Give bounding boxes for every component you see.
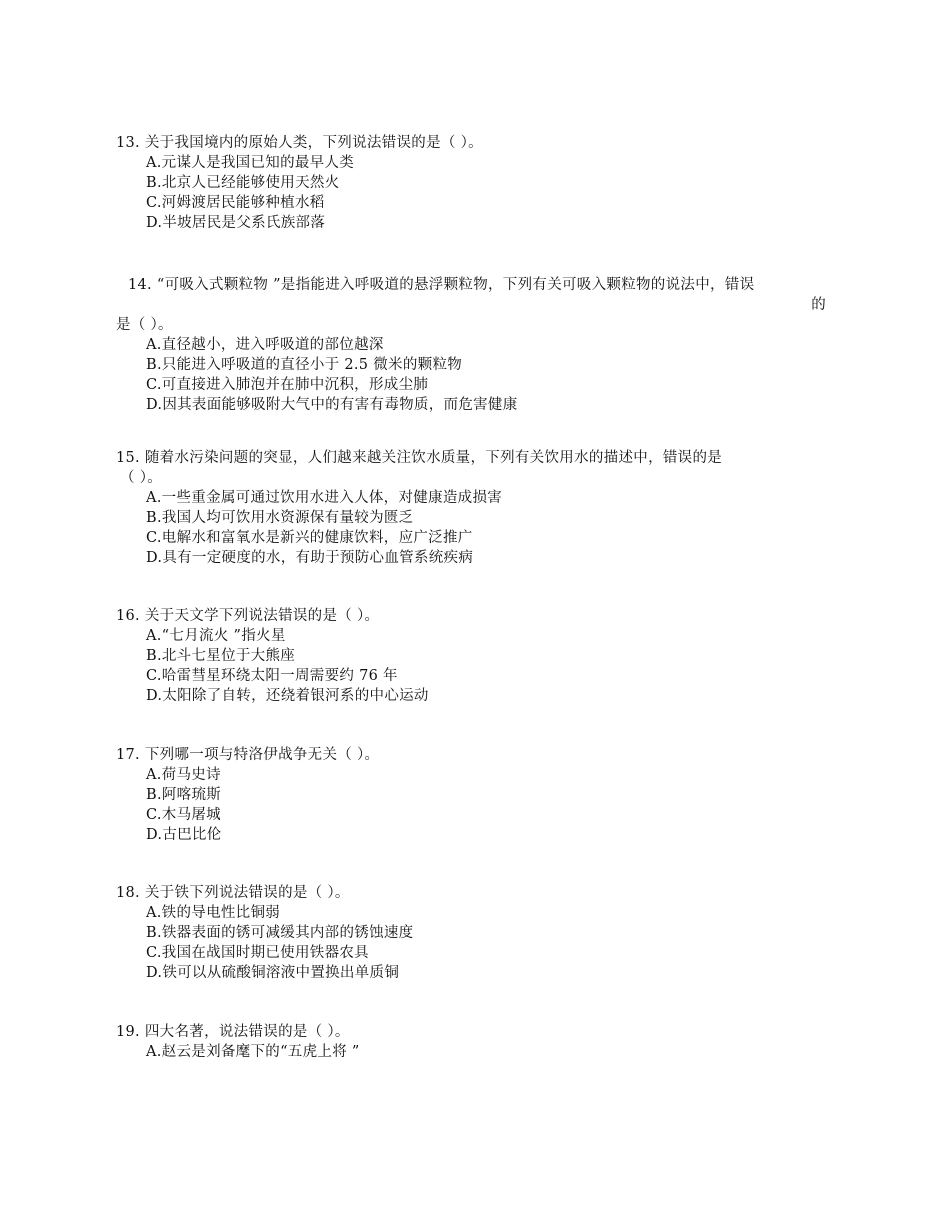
question-stem-continuation: （ ）。	[120, 470, 163, 486]
question-stem: 19. 四大名著，说法错误的是（ ）。	[116, 1024, 350, 1040]
question-stem: 18. 关于铁下列说法错误的是（ ）。	[116, 885, 350, 901]
option-a: A.“七月流火 ”指火星	[146, 628, 286, 644]
option-c: C.可直接进入肺泡并在肺中沉积，形成尘肺	[146, 377, 429, 393]
question-18	[116, 883, 836, 983]
question-stem-continuation: 是（ ）。	[116, 317, 173, 333]
question-13	[116, 133, 836, 233]
question-stem: 15. 随着水污染问题的突显，人们越来越关注饮水质量，下列有关饮用水的描述中，错误的是	[116, 450, 723, 466]
option-b: B.阿喀琉斯	[146, 787, 222, 803]
option-c: C.木马屠城	[146, 807, 221, 823]
question-19	[116, 1022, 836, 1062]
option-a: A.赵云是刘备麾下的“五虎上将 ”	[146, 1044, 360, 1060]
option-a: A.荷马史诗	[146, 767, 221, 783]
option-b: B.我国人均可饮用水资源保有量较为匮乏	[146, 510, 414, 526]
option-b: B.北斗七星位于大熊座	[146, 648, 296, 664]
option-c: C.哈雷彗星环绕太阳一周需要约 76 年	[146, 668, 398, 684]
question-stem: 14. “可吸入式颗粒物 ”是指能进入呼吸道的悬浮颗粒物，下列有关可吸入颗粒物的说法中，错误	[128, 277, 755, 293]
option-d: D.因其表面能够吸附大气中的有害有毒物质，而危害健康	[146, 397, 518, 413]
option-d: D.铁可以从硫酸铜溶液中置换出单质铜	[146, 965, 400, 981]
option-b: B.北京人已经能够使用天然火	[146, 175, 340, 191]
question-14	[116, 275, 832, 415]
option-c: C.河姆渡居民能够种植水稻	[146, 195, 325, 211]
option-c: C.我国在战国时期已使用铁器农具	[146, 945, 369, 961]
option-a: A.一些重金属可通过饮用水进入人体，对健康造成损害	[146, 490, 503, 506]
question-stem: 17. 下列哪一项与特洛伊战争无关（ ）。	[116, 747, 380, 763]
option-d: D.古巴比伦	[146, 827, 222, 843]
question-16	[116, 606, 836, 706]
question-stem: 13. 关于我国境内的原始人类，下列说法错误的是（ ）。	[116, 135, 483, 151]
option-b: B.只能进入呼吸道的直径小于 2.5 微米的颗粒物	[146, 357, 463, 373]
option-c: C.电解水和富氧水是新兴的健康饮料，应广泛推广	[146, 530, 473, 546]
option-d: D.具有一定硬度的水，有助于预防心血管系统疾病	[146, 550, 474, 566]
option-d: D.半坡居民是父系氏族部落	[146, 215, 326, 231]
question-15	[116, 448, 836, 568]
question-stem: 16. 关于天文学下列说法错误的是（ ）。	[116, 608, 380, 624]
option-a: A.直径越小，进入呼吸道的部位越深	[146, 337, 384, 353]
option-d: D.太阳除了自转，还绕着银河系的中心运动	[146, 688, 429, 704]
question-17	[116, 745, 836, 845]
option-b: B.铁器表面的锈可减缓其内部的锈蚀速度	[146, 925, 414, 941]
question-stem-continuation: 的	[811, 297, 826, 313]
option-a: A.元谋人是我国已知的最早人类	[146, 155, 355, 171]
option-a: A.铁的导电性比铜弱	[146, 905, 281, 921]
